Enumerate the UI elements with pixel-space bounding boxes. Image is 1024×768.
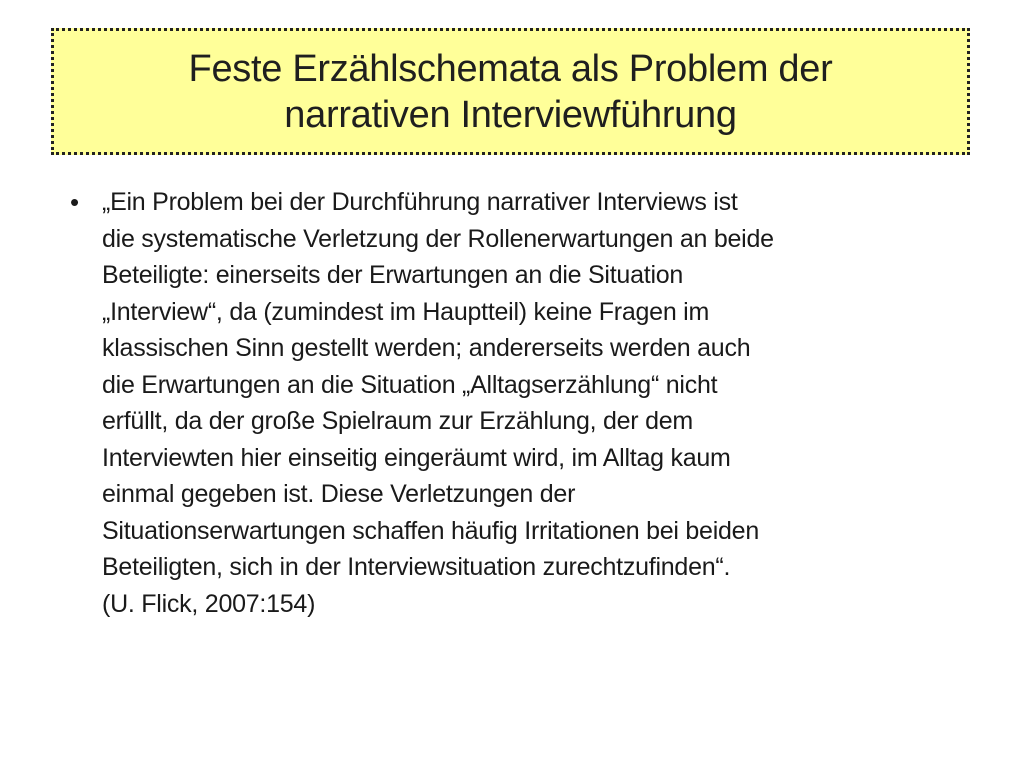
slide-title-line-1: Feste Erzählschemata als Problem der (188, 47, 833, 90)
bullet-line: „Ein Problem bei der Durchführung narrativer Interviews ist (102, 188, 738, 216)
bullet-list (70, 184, 970, 622)
title-box (51, 28, 970, 155)
citation: (U. Flick, 2007:154) (102, 589, 316, 618)
bullet-line: die Erwartungen an die Situation „Alltagserzählung“ nicht (102, 370, 718, 399)
bullet-line: „Interview“, da (zumindest im Hauptteil) keine Fragen im (102, 297, 710, 326)
bullet-line: erfüllt, da der große Spielraum zur Erzählung, der dem (102, 407, 693, 435)
bullet-line: Beteiligten, sich in der Interviewsituation zurechtzufinden“. (102, 553, 731, 581)
bullet-line: Beteiligte: einerseits der Erwartungen an die Situation (102, 261, 684, 289)
bullet-text (102, 184, 970, 622)
bullet-icon: • (70, 187, 80, 217)
bullet-line: Situationserwartungen schaffen häufig Irritationen bei beiden (102, 516, 759, 545)
slide-title (169, 46, 853, 138)
bullet-line: Interviewten hier einseitig eingeräumt wird, im Alltag kaum (102, 443, 731, 472)
slide-title-line-2: narrativen Interviewführung (284, 93, 737, 136)
bullet-item-quote (70, 184, 970, 622)
bullet-line: die systematische Verletzung der Rollenerwartungen an beide (102, 224, 774, 253)
bullet-line: klassischen Sinn gestellt werden; andererseits werden auch (102, 334, 751, 362)
bullet-line: einmal gegeben ist. Diese Verletzungen der (102, 480, 576, 508)
